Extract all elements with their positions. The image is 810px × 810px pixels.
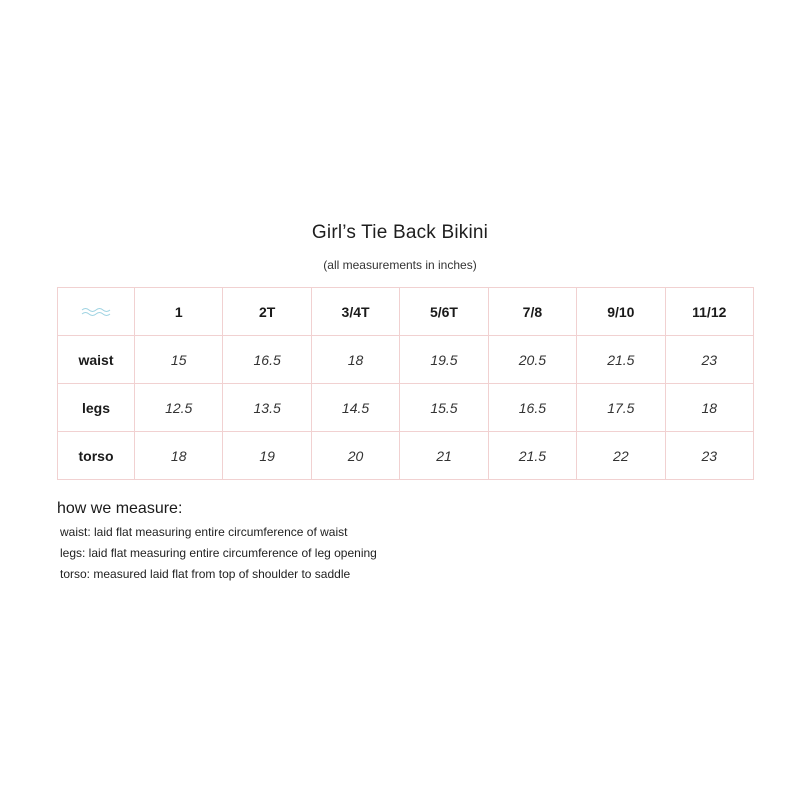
size-col-header: 7/8 — [488, 288, 576, 336]
table-cell: 21.5 — [488, 432, 576, 480]
table-cell: 16.5 — [223, 336, 311, 384]
table-cell: 18 — [665, 384, 753, 432]
how-we-measure-heading: how we measure: — [57, 500, 183, 517]
row-label: legs — [58, 384, 135, 432]
table-cell: 18 — [311, 336, 399, 384]
table-cell: 20.5 — [488, 336, 576, 384]
page-subtitle: (all measurements in inches) — [323, 258, 477, 272]
table-cell: 13.5 — [223, 384, 311, 432]
table-cell: 19 — [223, 432, 311, 480]
table-cell: 15 — [135, 336, 223, 384]
table-cell: 12.5 — [135, 384, 223, 432]
table-cell: 21.5 — [577, 336, 665, 384]
size-col-header: 9/10 — [577, 288, 665, 336]
table-cell: 15.5 — [400, 384, 488, 432]
table-cell: 19.5 — [400, 336, 488, 384]
table-cell: 18 — [135, 432, 223, 480]
table-header-row — [58, 288, 754, 336]
size-col-header: 5/6T — [400, 288, 488, 336]
measure-note-torso: torso: measured laid flat from top of shoulder to saddle — [60, 567, 351, 581]
wave-icon — [58, 288, 135, 336]
measure-note-waist: waist: laid flat measuring entire circumference of waist — [60, 525, 348, 539]
table-row-torso — [58, 432, 754, 480]
table-cell: 21 — [400, 432, 488, 480]
table-row-legs — [58, 384, 754, 432]
table-cell: 17.5 — [577, 384, 665, 432]
size-chart-table — [57, 287, 754, 480]
table-cell: 14.5 — [311, 384, 399, 432]
size-col-header: 2T — [223, 288, 311, 336]
table-cell: 16.5 — [488, 384, 576, 432]
measure-note-legs: legs: laid flat measuring entire circumference of leg opening — [60, 546, 377, 560]
row-label: torso — [58, 432, 135, 480]
size-col-header: 3/4T — [311, 288, 399, 336]
table-cell: 23 — [665, 336, 753, 384]
size-col-header: 1 — [135, 288, 223, 336]
table-cell: 20 — [311, 432, 399, 480]
table-cell: 22 — [577, 432, 665, 480]
page-title: Girl’s Tie Back Bikini — [311, 222, 489, 243]
table-cell: 23 — [665, 432, 753, 480]
row-label: waist — [58, 336, 135, 384]
table-row-waist — [58, 336, 754, 384]
size-col-header: 11/12 — [665, 288, 753, 336]
